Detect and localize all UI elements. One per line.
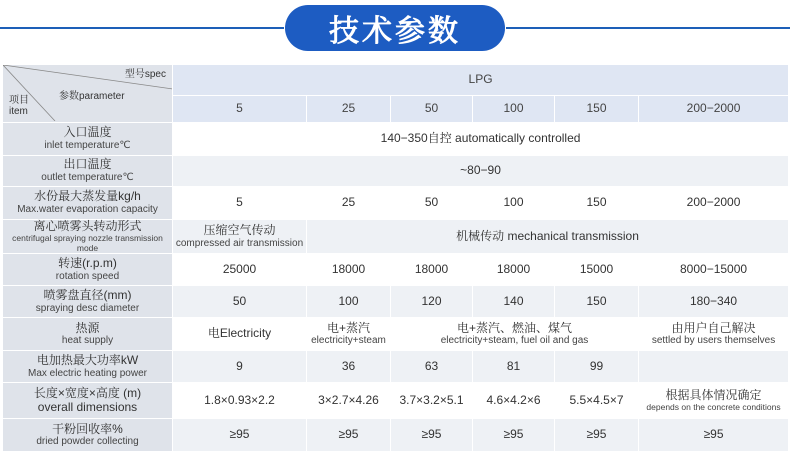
table-row (3, 123, 789, 156)
table-cell: 18000 (391, 254, 473, 286)
model-header: 50 (391, 96, 473, 123)
table-cell: ≥95 (173, 419, 307, 452)
table-cell: ≥95 (307, 419, 391, 452)
section-title-bar (0, 0, 790, 56)
table-cell: 压缩空气传动 compressed air transmission (173, 220, 307, 254)
table-row (3, 318, 789, 351)
table-row (3, 156, 789, 187)
table-cell: 50 (173, 286, 307, 318)
table-cell: 63 (391, 351, 473, 383)
table-cell: 18000 (473, 254, 555, 286)
model-header: 200−2000 (639, 96, 789, 123)
row-label: 离心喷雾头转动形式 centrifugal spraying nozzle transmission mode (3, 220, 173, 254)
model-header: 25 (307, 96, 391, 123)
parameter-label: 参数parameter (59, 91, 125, 102)
table-cell: 3×2.7×4.26 (307, 383, 391, 419)
table-row (3, 254, 789, 286)
model-header: 150 (555, 96, 639, 123)
row-label: 干粉回收率% dried powder collecting (3, 419, 173, 452)
table-cell: 根据具体情况确定 depends on the concrete conditions (639, 383, 789, 419)
row-label: 水份最大蒸发量kg/h Max.water evaporation capacity (3, 187, 173, 220)
table-cell: 机械传动 mechanical transmission (307, 220, 789, 254)
table-cell: 18000 (307, 254, 391, 286)
title-rule-right (506, 27, 790, 29)
table-row (3, 419, 789, 452)
title-rule-left (0, 27, 284, 29)
row-label: 电加热最大功率kW Max electric heating power (3, 351, 173, 383)
table-row (3, 286, 789, 318)
row-label: 长度×宽度×高度 (m) overall dimensions (3, 383, 173, 419)
model-header: 100 (473, 96, 555, 123)
table-cell: 100 (473, 187, 555, 220)
table-cell: 4.6×4.2×6 (473, 383, 555, 419)
table-cell: 电+蒸汽、燃油、煤气 electricity+steam, fuel oil and gas (391, 318, 639, 351)
table-cell: ≥95 (391, 419, 473, 452)
table-cell: ~80−90 (173, 156, 789, 187)
item-label-en: item (9, 106, 28, 117)
table-cell: 81 (473, 351, 555, 383)
row-label: 转速(r.p.m) rotation speed (3, 254, 173, 286)
model-header: 5 (173, 96, 307, 123)
row-label: 入口温度 inlet temperature℃ (3, 123, 173, 156)
table-cell: 5 (173, 187, 307, 220)
spec-table (2, 64, 789, 452)
table-cell: 9 (173, 351, 307, 383)
table-cell: ≥95 (473, 419, 555, 452)
table-cell: 200−2000 (639, 187, 789, 220)
table-cell: 99 (555, 351, 639, 383)
table-cell: 100 (307, 286, 391, 318)
table-row (3, 220, 789, 254)
table-cell: 电+蒸汽 electricity+steam (307, 318, 391, 351)
table-cell: ≥95 (555, 419, 639, 452)
section-title: 技术参数 (285, 5, 505, 51)
table-cell: 电Electricity (173, 318, 307, 351)
table-cell (639, 351, 789, 383)
table-cell: 180−340 (639, 286, 789, 318)
table-cell: 25 (307, 187, 391, 220)
row-label: 喷雾盘直径(mm) spraying desc diameter (3, 286, 173, 318)
table-cell: 15000 (555, 254, 639, 286)
table-cell: 140 (473, 286, 555, 318)
table-row (3, 351, 789, 383)
table-cell: 140−350自控 automatically controlled (173, 123, 789, 156)
row-label: 热源 heat supply (3, 318, 173, 351)
table-row (3, 383, 789, 419)
table-cell: 150 (555, 187, 639, 220)
table-cell: 150 (555, 286, 639, 318)
header-corner-cell (3, 65, 173, 123)
table-cell: 由用户自己解决 settled by users themselves (639, 318, 789, 351)
table-cell: 120 (391, 286, 473, 318)
item-label (9, 95, 29, 117)
row-label: 出口温度 outlet temperature℃ (3, 156, 173, 187)
table-cell: 1.8×0.93×2.2 (173, 383, 307, 419)
table-cell: 8000−15000 (639, 254, 789, 286)
item-label-cn: 项目 (9, 95, 29, 106)
table-cell: 5.5×4.5×7 (555, 383, 639, 419)
table-cell: 3.7×3.2×5.1 (391, 383, 473, 419)
table-cell: 50 (391, 187, 473, 220)
table-cell: ≥95 (639, 419, 789, 452)
model-label: 型号spec (124, 69, 166, 80)
table-cell: 25000 (173, 254, 307, 286)
table-cell: 36 (307, 351, 391, 383)
series-header: LPG (173, 65, 789, 96)
table-row (3, 187, 789, 220)
